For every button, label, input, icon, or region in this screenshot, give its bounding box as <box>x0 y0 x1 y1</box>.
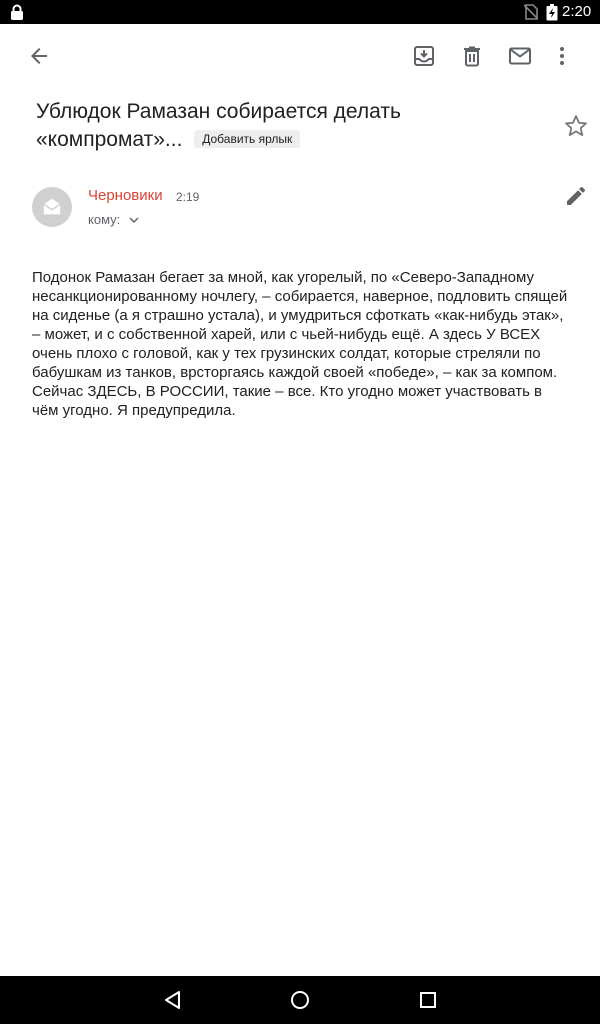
add-label-button[interactable]: Добавить ярлык <box>194 130 300 148</box>
more-options-button[interactable] <box>542 36 582 76</box>
subject-text: Ублюдок Рамазан собирается делать «компромат»... <box>36 100 401 151</box>
recipient-label: кому: <box>88 212 121 227</box>
recipient-details[interactable] <box>88 212 140 227</box>
star-button[interactable] <box>562 112 590 140</box>
navigation-bar <box>0 976 600 1024</box>
nav-home-icon <box>288 988 312 1012</box>
back-arrow-icon <box>27 44 51 68</box>
nav-recents-button[interactable] <box>416 988 440 1012</box>
back-button[interactable] <box>19 36 59 76</box>
nav-home-button[interactable] <box>288 988 312 1012</box>
mark-unread-button[interactable] <box>500 36 540 76</box>
star-icon <box>562 112 590 140</box>
toolbar <box>0 24 600 88</box>
avatar <box>32 187 72 227</box>
message-subject <box>36 98 536 154</box>
draft-envelope-icon <box>41 196 63 218</box>
status-bar <box>0 0 600 24</box>
lock-icon <box>10 4 24 25</box>
nav-back-button[interactable] <box>161 988 185 1012</box>
pencil-icon <box>564 184 588 208</box>
no-sim-icon <box>524 4 538 25</box>
delete-button[interactable] <box>452 36 492 76</box>
chevron-down-icon <box>128 214 140 226</box>
archive-icon <box>412 44 436 68</box>
edit-draft-button[interactable] <box>564 184 588 208</box>
sender-name: Черновики <box>88 187 163 204</box>
message-time: 2:19 <box>176 190 200 204</box>
message-body: Подонок Рамазан бегает за мной, как угорелый, по «Северо-Западному несанкционированному ночлегу, – собирается, наверное, подловить спящей на сиденье (а я страшно устала), и умудриться сфоткать «как-нибудь этак», – может, и с собственной харей, или с чьей-нибудь ещё. А здесь У ВСЕХ очень плохо с головой, как у тех грузинских солдат, которые стреляли по бабушкам из танков, врсторгаясь каждой своей «победе», – как за компом. Сейчас ЗДЕСЬ, В РОССИИ, такие – все. Кто угодно может участвовать в чём угодно. Я предупредила. <box>32 269 568 419</box>
nav-back-icon <box>161 988 185 1012</box>
mark-unread-icon <box>508 44 532 68</box>
battery-charging-icon <box>546 4 558 26</box>
delete-icon <box>460 44 484 68</box>
more-vert-icon <box>550 44 574 68</box>
archive-button[interactable] <box>404 36 444 76</box>
status-time: 2:20 <box>562 3 592 20</box>
nav-recents-icon <box>416 988 440 1012</box>
